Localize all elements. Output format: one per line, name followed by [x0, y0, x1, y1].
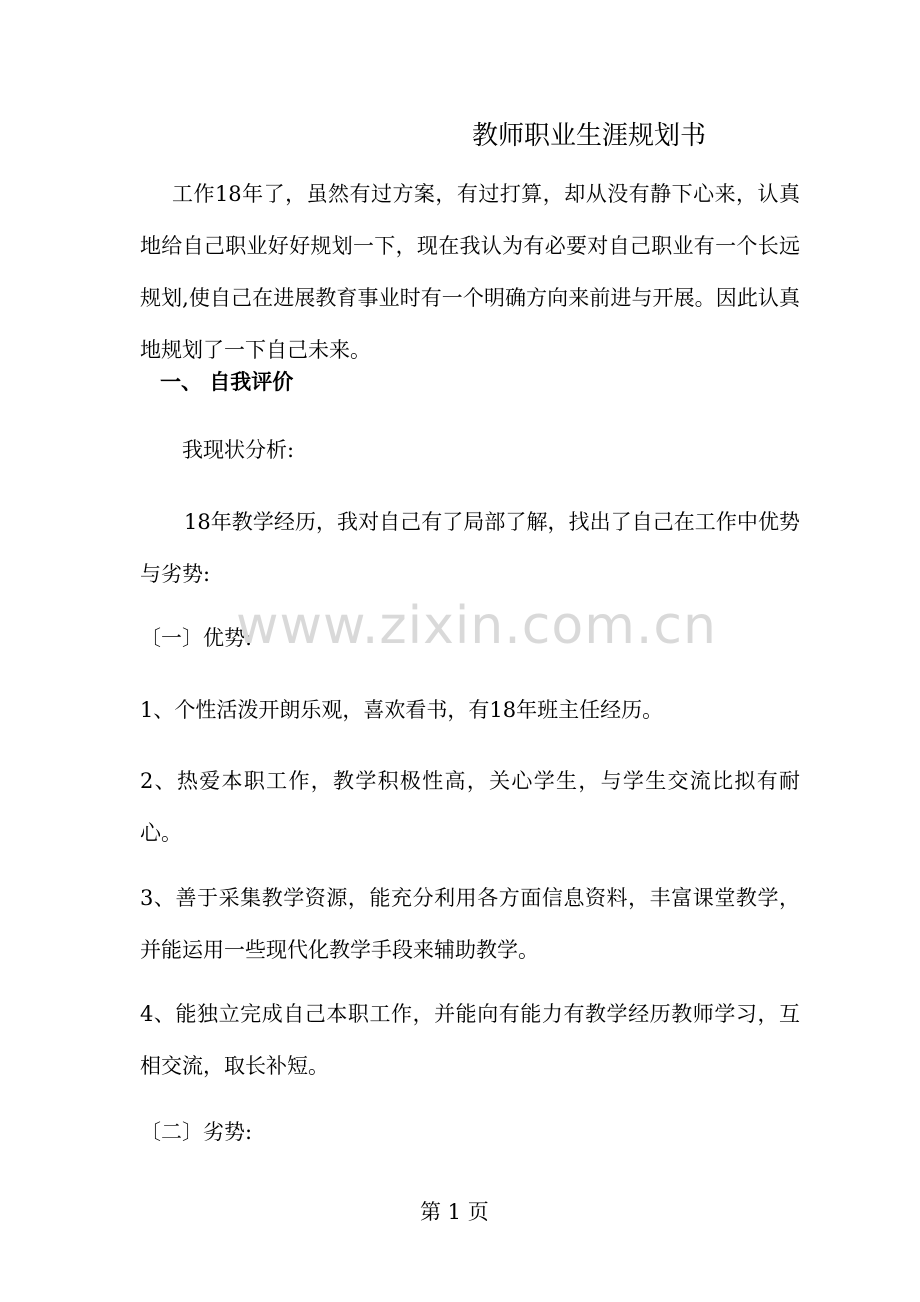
weaknesses-heading: 〔二〕劣势:: [140, 1120, 253, 1144]
strength-item-1: 1、个性活泼开朗乐观，喜欢看书，有18年班主任经历。: [140, 698, 664, 722]
strength-item-3: 3、善于采集教学资源，能充分利用各方面信息资料，丰富课堂教学，并能运用一些现代化教学手段来辅助教学。: [140, 886, 800, 962]
experience-paragraph: 18年教学经历，我对自己有了局部了解，找出了自己在工作中优势与劣势:: [140, 510, 800, 586]
document-title: 教师职业生涯规划书: [472, 121, 707, 151]
strengths-heading: 〔一〕优势:: [140, 626, 253, 650]
page-number: 第 1 页: [420, 1200, 489, 1224]
watermark-text: www.zixin.com.cn: [236, 596, 717, 656]
strength-item-2: 2、热爱本职工作，教学积极性高，关心学生，与学生交流比拟有耐心。: [140, 769, 800, 845]
strength-item-4: 4、能独立完成自己本职工作，并能向有能力有教学经历教师学习，互相交流，取长补短。: [140, 1002, 800, 1078]
section-heading-self-evaluation: 一、 自我评价: [160, 369, 294, 394]
status-analysis-label: 我现状分析:: [182, 438, 295, 462]
intro-paragraph: 工作18年了，虽然有过方案，有过打算，却从没有静下心来，认真地给自己职业好好规划一下，现在我认为有必要对自己职业有一个长远规划,使自己在进展教育事业时有一个明确方向来前进与开展。因此认真地规划了一下自己未来。: [140, 182, 800, 362]
